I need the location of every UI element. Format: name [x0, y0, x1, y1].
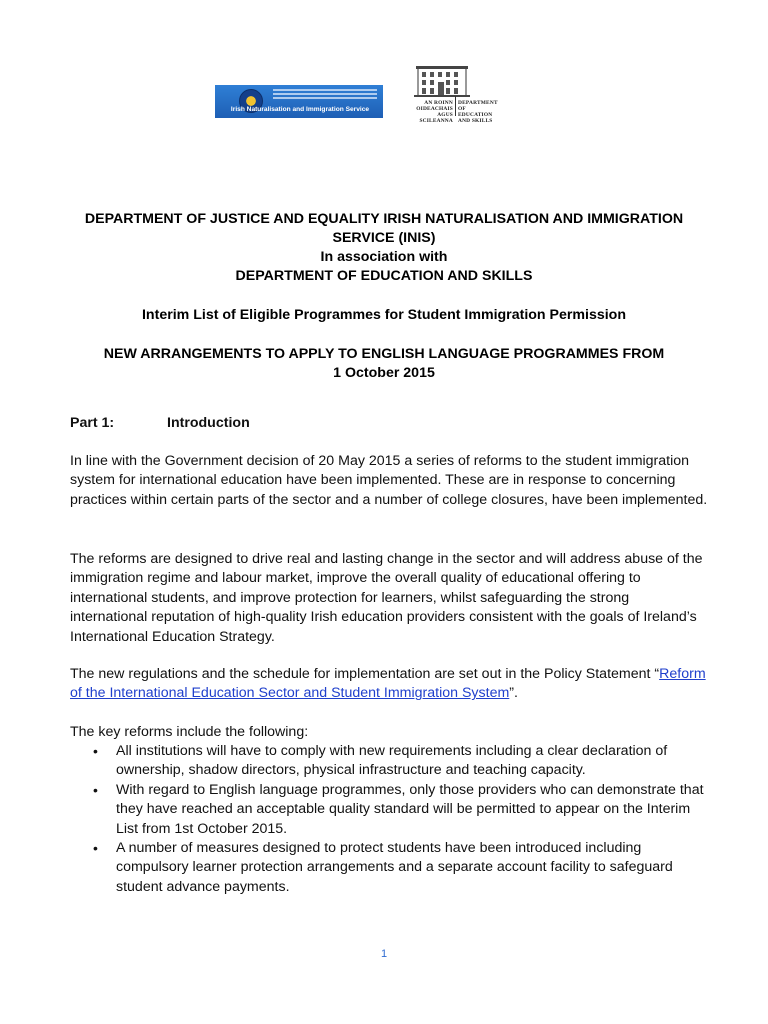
title-line-4: DEPARTMENT OF EDUCATION AND SKILLS: [235, 268, 533, 284]
bullet-icon: •: [93, 840, 98, 857]
paragraph-3-text-before: The new regulations and the schedule for implementation are set out in the Policy Statement “: [70, 666, 660, 682]
list-item-text: With regard to English language programmes, only those providers who can demonstrate that they have reached an acceptable quality standard will be permitted to appear on the Interim List from 1st October 2015.: [116, 781, 704, 837]
list-item-text: A number of measures designed to protect students have been introduced including compulsory learner protection arrangements and a separate account facility to safeguard student advance payments.: [116, 840, 673, 895]
inis-logo-small-text: [273, 89, 377, 101]
title-line-1: DEPARTMENT OF JUSTICE AND EQUALITY IRISH NATURALISATION AND IMMIGRATION: [84, 211, 684, 227]
page-number: 1: [380, 948, 388, 960]
list-item-text: All institutions will have to comply with new requirements including a clear declaration of ownership, shadow directors, physical infrastructure and teaching capacity.: [116, 743, 668, 779]
section-title: Introduction: [167, 415, 250, 431]
logo-divider: [455, 96, 456, 116]
list-item: [70, 781, 710, 839]
document-subtitle: Interim List of Eligible Programmes for Student Immigration Permission: [141, 307, 627, 323]
document-title: [70, 210, 698, 286]
bullet-icon: •: [93, 781, 98, 798]
policy-statement-link[interactable]: Reform of the International Education Sector and Student Immigration System: [70, 666, 706, 702]
title-line-3: In association with: [320, 249, 448, 265]
list-item: [70, 839, 710, 897]
education-logo-english: DEPARTMENT OF EDUCATION AND SKILLS: [458, 100, 498, 124]
section-number: Part 1:: [70, 415, 115, 431]
building-icon: [410, 64, 474, 98]
inis-logo: [215, 85, 383, 118]
paragraph-3: [70, 665, 710, 704]
paragraph-2: The reforms are designed to drive real and lasting change in the sector and will address abuse of the immigration regime and labour market, improve the overall quality of educational offering to international students, and improve protection for learners, whilst safeguarding the strong international reputation of high-quality Irish education providers consistent with the goals of Ireland’s International Education Strategy.: [70, 551, 703, 645]
paragraph-3-text-after: ”.: [509, 685, 518, 702]
arrangements-heading: [70, 345, 698, 383]
education-logo: [410, 64, 500, 124]
inis-logo-name: Irish Naturalisation and Immigration Service: [230, 106, 370, 113]
list-item: [70, 742, 710, 781]
paragraph-1: In line with the Government decision of 20 May 2015 a series of reforms to the student immigration system for international education have been implemented. These are in response to concerning practices within certain parts of the sector and a number of college closures, have been implemented.: [70, 453, 708, 508]
paragraph-4: The key reforms include the following:: [70, 724, 309, 740]
key-reforms-list: [70, 742, 710, 897]
section-heading: [70, 414, 250, 433]
arrangements-line-2: 1 October 2015: [333, 365, 435, 381]
education-logo-irish: AN ROINN OIDEACHAIS AGUS SCILEANNA: [416, 100, 453, 124]
bullet-icon: •: [93, 743, 98, 759]
title-line-2: SERVICE (INIS): [332, 230, 436, 246]
arrangements-line-1: NEW ARRANGEMENTS TO APPLY TO ENGLISH LANGUAGE PROGRAMMES FROM: [103, 346, 665, 362]
